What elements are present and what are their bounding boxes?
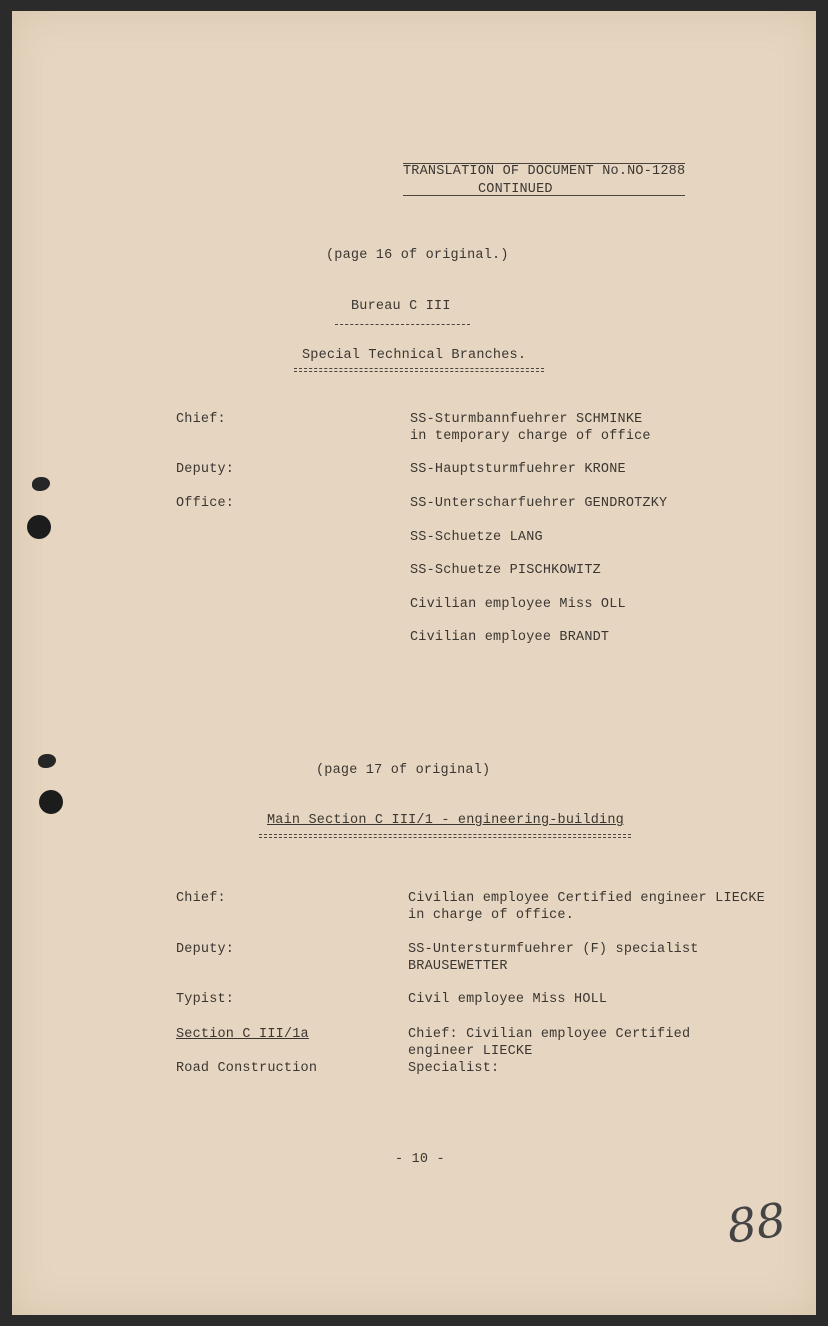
value-typist: Civil employee Miss HOLL — [408, 992, 608, 1007]
handwritten-number: 88 — [723, 1192, 790, 1254]
bureau-subtitle: Special Technical Branches. — [302, 348, 527, 363]
document-page — [12, 11, 816, 1315]
value-deputy-2-1: SS-Untersturmfuehrer (F) specialist — [408, 942, 699, 957]
value-chief-2-2: in charge of office. — [408, 908, 575, 923]
value-office-2: SS-Schuetze LANG — [410, 530, 543, 545]
label-deputy-2: Deputy: — [176, 942, 235, 957]
label-typist: Typist: — [176, 992, 235, 1007]
label-road-construction: Road Construction — [176, 1061, 318, 1076]
header-continued: CONTINUED — [478, 182, 553, 197]
value-deputy: SS-Hauptsturmfuehrer KRONE — [410, 462, 626, 477]
subtitle-double-underline — [294, 368, 544, 372]
value-office-1: SS-Unterscharfuehrer GENDROTZKY — [410, 496, 668, 511]
value-office-3: SS-Schuetze PISCHKOWITZ — [410, 563, 601, 578]
label-section-c-iii-1a: Section C III/1a — [176, 1027, 309, 1042]
value-office-5: Civilian employee BRANDT — [410, 630, 610, 645]
punch-hole-upper — [27, 515, 51, 539]
main-section-double-underline — [259, 834, 631, 838]
value-office-4: Civilian employee Miss OLL — [410, 597, 626, 612]
value-section-1a-2: engineer LIECKE — [408, 1044, 533, 1059]
value-deputy-2-2: BRAUSEWETTER — [408, 959, 508, 974]
page-ref-16: (page 16 of original.) — [326, 248, 509, 263]
label-chief-2: Chief: — [176, 891, 226, 906]
header-bottom-rule — [403, 195, 685, 196]
label-deputy: Deputy: — [176, 462, 235, 477]
header-title: TRANSLATION OF DOCUMENT No.NO-1288 — [403, 164, 686, 179]
value-chief-2: in temporary charge of office — [410, 429, 651, 444]
value-specialist: Specialist: — [408, 1061, 500, 1076]
main-section-title: Main Section C III/1 - engineering-building — [267, 813, 624, 828]
ink-blot — [32, 477, 50, 491]
ink-blot-lower — [38, 754, 56, 768]
bureau-title: Bureau C III — [351, 299, 451, 314]
bureau-title-underline — [335, 324, 470, 325]
label-office: Office: — [176, 496, 235, 511]
page-number: - 10 - — [395, 1152, 445, 1167]
label-chief: Chief: — [176, 412, 226, 427]
value-chief-2-1: Civilian employee Certified engineer LIECKE — [408, 891, 765, 906]
punch-hole-lower — [39, 790, 63, 814]
value-section-1a-1: Chief: Civilian employee Certified — [408, 1027, 691, 1042]
value-chief-1: SS-Sturmbannfuehrer SCHMINKE — [410, 412, 643, 427]
page-ref-17: (page 17 of original) — [316, 763, 491, 778]
